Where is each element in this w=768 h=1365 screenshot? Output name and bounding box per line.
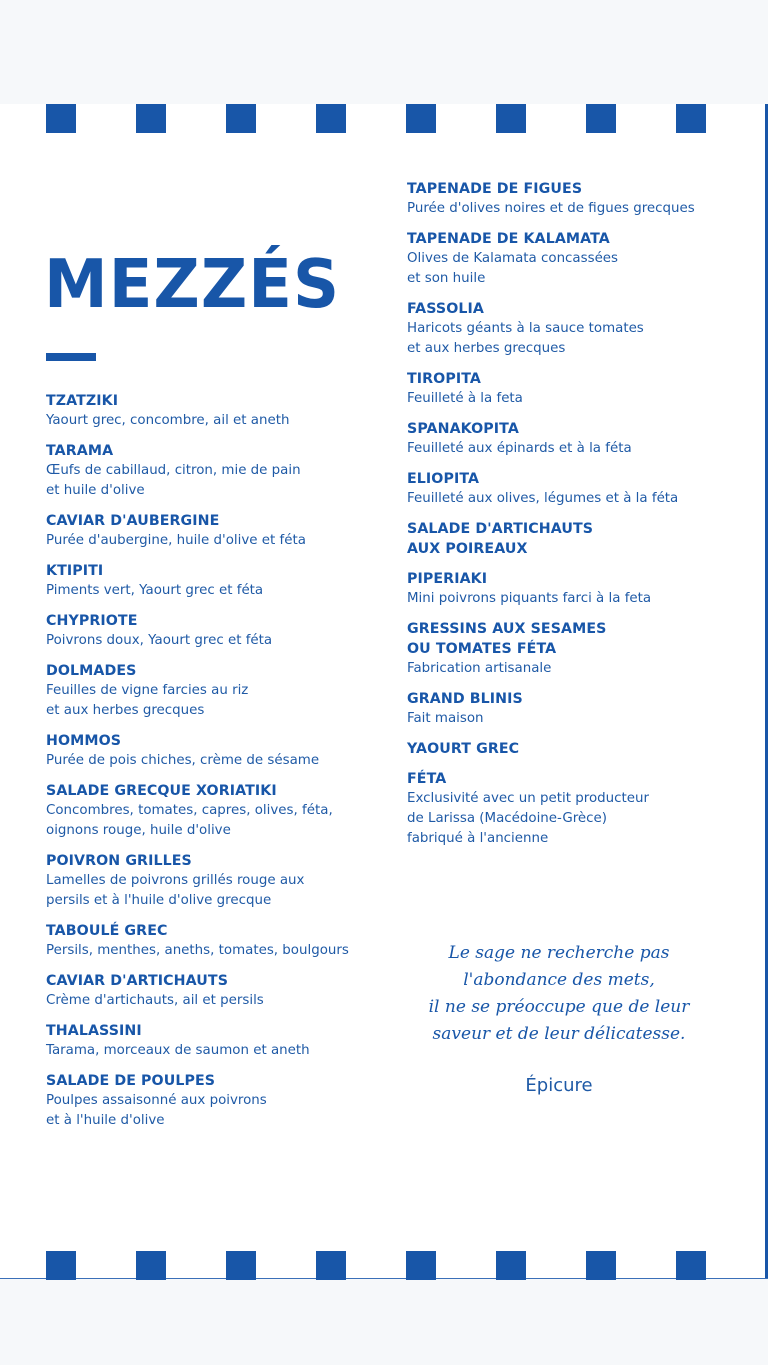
border-square [586,104,616,133]
menu-item [407,179,757,219]
menu-item-name: THALASSINI [46,1023,142,1039]
menu-item-description: Persils, menthes, aneths, tomates, boulgours [46,943,349,958]
border-square [496,1251,526,1280]
border-square [46,104,76,133]
border-square [226,1251,256,1280]
menu-item [407,519,757,559]
menu-item-description: Haricots géants à la sauce tomates et aux herbes grecques [407,321,644,356]
quote-text: Le sage ne recherche pas l'abondance des mets, il ne se préoccupe que de leur saveur et de leur délicatesse. [428,943,690,1044]
greek-border-bottom [0,1251,768,1281]
menu-title: MEZZÉS [44,246,341,324]
menu-item-name: GRAND BLINIS [407,691,523,707]
menu-item-name: SPANAKOPITA [407,421,519,437]
menu-item [407,769,757,849]
menu-item [46,511,376,551]
border-square [316,104,346,133]
border-square [226,104,256,133]
menu-item [46,971,376,1011]
menu-item-name: YAOURT GREC [407,741,520,757]
menu-item [46,851,376,911]
menu-item-name: HOMMOS [46,733,122,749]
menu-item-description: Feuilleté aux olives, légumes et à la féta [407,491,679,506]
menu-item-name: POIVRON GRILLES [46,853,192,869]
border-square [316,1251,346,1280]
menu-item-description: Crème d'artichauts, ail et persils [46,993,264,1008]
menu-item-description: Tarama, morceaux de saumon et aneth [46,1043,310,1058]
greek-border-top [0,104,768,134]
menu-item [407,469,757,509]
menu-item-name: CAVIAR D'ARTICHAUTS [46,973,229,989]
menu-item-name: DOLMADES [46,663,137,679]
menu-item [407,229,757,289]
border-square [406,104,436,133]
border-square [676,104,706,133]
menu-item [46,661,376,721]
menu-item-name: GRESSINS AUX SESAMES OU TOMATES FÉTA [407,621,607,657]
menu-item-description: Yaourt grec, concombre, ail et aneth [46,413,290,428]
menu-item [46,1071,376,1131]
border-square [136,104,166,133]
menu-item-description: Fabrication artisanale [407,661,552,676]
menu-item-name: SALADE GRECQUE XORIATIKI [46,783,277,799]
border-square [676,1251,706,1280]
menu-item-description: Poulpes assaisonné aux poivrons et à l'huile d'olive [46,1093,267,1128]
menu-item-name: TARAMA [46,443,114,459]
menu-item-description: Feuilleté à la feta [407,391,523,406]
menu-item-name: TAPENADE DE KALAMATA [407,231,610,247]
menu-item-description: Olives de Kalamata concassées et son huile [407,251,619,286]
menu-item-description: Feuilles de vigne farcies au riz et aux herbes grecques [46,683,249,718]
menu-item-description: Œufs de cabillaud, citron, mie de pain et huile d'olive [46,463,301,498]
menu-item [46,611,376,651]
menu-item-description: Lamelles de poivrons grillés rouge aux persils et à l'huile d'olive grecque [46,873,305,908]
menu-item [407,689,757,729]
menu-item-description: Purée d'olives noires et de figues grecques [407,201,695,216]
menu-item [407,369,757,409]
menu-item-description: Mini poivrons piquants farci à la feta [407,591,652,606]
border-square [586,1251,616,1280]
menu-item-description: Exclusivité avec un petit producteur de Larissa (Macédoine-Grèce) fabriqué à l'ancienne [407,791,649,846]
menu-item [46,561,376,601]
menu-item-description: Piments vert, Yaourt grec et féta [46,583,264,598]
menu-item-name: TAPENADE DE FIGUES [407,181,583,197]
menu-item [46,441,376,501]
menu-item [407,419,757,459]
menu-item [407,299,757,359]
menu-item [46,921,376,961]
border-square [406,1251,436,1280]
right-menu-column [407,179,757,859]
menu-item-name: FÉTA [407,771,447,787]
menu-item-name: ELIOPITA [407,471,480,487]
menu-item-description: Purée d'aubergine, huile d'olive et féta [46,533,306,548]
menu-item-name: TZATZIKI [46,393,119,409]
menu-item-description: Fait maison [407,711,484,726]
menu-item-name: FASSOLIA [407,301,485,317]
menu-item-name: CHYPRIOTE [46,613,138,629]
border-square [46,1251,76,1280]
title-underline [46,353,96,361]
menu-item-name: PIPERIAKI [407,571,488,587]
menu-item-name: SALADE DE POULPES [46,1073,216,1089]
menu-item [46,781,376,841]
menu-item [46,391,376,431]
menu-item [46,731,376,771]
border-square [496,104,526,133]
menu-item [407,739,757,759]
menu-item [407,569,757,609]
menu-item [407,619,757,679]
menu-item-name: TABOULÉ GREC [46,923,168,939]
left-menu-column [46,391,376,1141]
menu-item-name: CAVIAR D'AUBERGINE [46,513,220,529]
menu-item [46,1021,376,1061]
menu-item-description: Concombres, tomates, capres, olives, féta, oignons rouge, huile d'olive [46,803,333,838]
quote-author: Épicure [525,1075,593,1096]
menu-item-description: Feuilleté aux épinards et à la féta [407,441,632,456]
menu-item-description: Purée de pois chiches, crème de sésame [46,753,320,768]
border-square [136,1251,166,1280]
menu-item-name: TIROPITA [407,371,481,387]
menu-item-name: KTIPITI [46,563,104,579]
menu-item-name: SALADE D'ARTICHAUTS AUX POIREAUX [407,521,594,557]
menu-item-description: Poivrons doux, Yaourt grec et féta [46,633,273,648]
